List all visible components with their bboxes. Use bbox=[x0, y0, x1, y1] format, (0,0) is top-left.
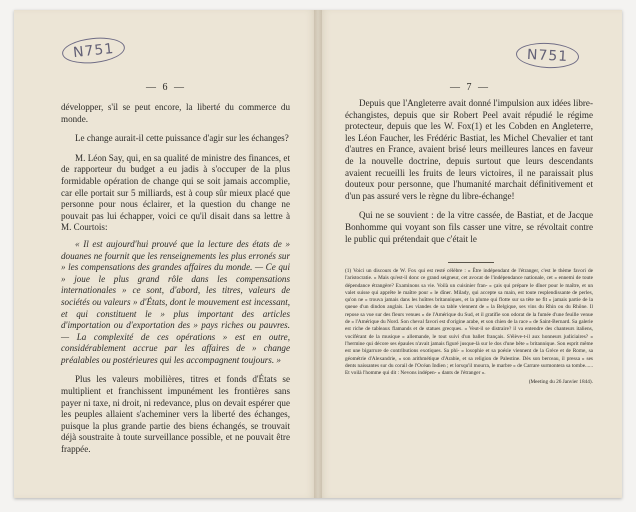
paragraph: développer, s'il se peut encore, la liberté du commerce du monde. bbox=[61, 102, 290, 124]
paragraph: Le change aurait-il cette puissance d'agir sur les échanges? bbox=[75, 133, 289, 144]
paragraph: Qui ne se souvient : de la vitre cassée, de Bastiat, et de Jacque Bonhomme qui voyant son fils casser une vitre, se révoltait contre le public qui prétendait que c'était le bbox=[345, 210, 593, 244]
footnote-signature: (Meeting du 26 Janvier 1844). bbox=[528, 379, 593, 386]
page-number: — 6 — bbox=[146, 82, 186, 93]
footnote bbox=[345, 268, 593, 387]
inventory-stamp: N751 bbox=[61, 35, 126, 66]
paragraph: M. Léon Say, qui, en sa qualité de ministre des finances, et de rapporteur du budget a eu jadis à s'occuper de la plus formidable opération de change qui se soit jamais accomplie, car elle portait sur 5 milliards, est à coup sûr mieux placé que personne pour nous éclairer, et la question du change ne pouvait pas lui échapper, voici ce qu'il disait dans sa lettre à M. Courtois: bbox=[61, 152, 290, 233]
quotation: « Il est aujourd'hui prouvé que la lecture des états de » douanes ne fournit que les renseignements les plus erronés sur » les compensations des grandes affaires du monde. — Ce qui » joue le plus grand rôle dans les compensations internationales » ce sont, d'abord, les titres, valeurs de sociétés ou valeurs » d'États, dont le mouvement est incessant, et qui constituent le » plus important des articles d'importation ou d'exportation des » pays riches ou pauvres. — La complexité de ces opérations » est en outre, considérablement accrue par les affaires de » change préalables ou postérieures qui les accompagnent toujours. » bbox=[61, 238, 290, 365]
page-number: — 7 — bbox=[450, 82, 490, 93]
page-body bbox=[345, 98, 593, 250]
footnote-rule bbox=[448, 262, 494, 263]
right-page bbox=[318, 10, 622, 498]
footnote-text: (1) Voici un discours de W. Fox qui est resté célèbre : « Être indépendant de l'étranger, c'est le thème favori de l'aristocratie. » Mais qu'est-il donc ce grand seigneur, cet avocat de l'indépendance nationale, cet » ennemi de toute dépendance étrangère? Examinons sa vie. Voilà un cuisinier fran- » çais qui prépare le dîner pour le maître, et un valet suisse qui apprête le maître pour » le dîner. Milady, qui accepte sa main, est toute resplendissante de perles, qu'on ne » trouva jamais dans les huîtres britanniques, et la plume qui flotte sur sa tête ne fit » jamais partie de la queue d'un dindon anglais. Les viandes de sa table viennent de » la Belgique, ses vins du Rhin ou du Rhône. Il repose sa vue sur des fleurs venues » de l'Amérique du Sud, et il gratifie son odorat de la fumée d'une feuille venue de » l'Amérique du Nord. Son cheval favori est d'origine arabe, et son chien de la race » de Saint-Bernard. Sa galerie est riche de tableaux flamands et de statues grecques. » Veut-il se distraire? il va entendre des chanteurs italiens, vociférant de la musique » allemande, le tout suivi d'un ballet français. S'élève-t-il aux honneurs judiciaires? » l'hermine qui décore ses épaules n'avait jamais figuré jusque-là sur le dos d'une bête » britannique. Son esprit même est une bigarrure de contributions exotiques. Sa phi- » losophie et sa poésie viennent de la Grèce et de Rome, sa géométrie d'Alexandrie, » son arithmétique d'Arabie, et sa religion de Palestine. Dès son berceau, il pressa » ses dents naissantes sur du corail de l'Océan Indien ; et lorsqu'il mourra, le marbre » de Carrare surmontera sa tombe...... Et voilà l'homme qui dit : Nevons indépen- » dants de l'étranger ». bbox=[345, 268, 593, 377]
page-body bbox=[61, 102, 290, 461]
paragraph: Plus les valeurs mobilières, titres et fonds d'États se multiplient et franchissent impunément les frontières sans payer ni taxe, ni droit, ni redevance, plus on devait espérer que les peuples allaient s'acheminer vers la liberté des échanges, puisque la plus grande partie des biens échangés, se trouvait déjà soustraite à toute surveillance possible, et ne pouvait être frappée. bbox=[61, 374, 290, 455]
book-gutter bbox=[314, 10, 322, 498]
paragraph: Depuis que l'Angleterre avait donné l'impulsion aux idées libre-échangistes, depuis que sir Robert Peel avait répudié le régime protecteur, depuis que les W. Fox(1) et les Cobden en Angleterre, les Léon Faucher, les Frédéric Bastiat, les Michel Chevalier et tant d'autres en France, avaient brisé leurs meilleures lances en faveur de la nouvelle doctrine, depuis surtout que leurs descendants avaient recueilli les fruits de leurs victoires, il ne paraissait plus douteux pour personne, que l'humanité marchait définitivement et d'un pas assuré vers le règne du libre-échange! bbox=[345, 98, 593, 201]
left-page bbox=[14, 10, 318, 498]
book-spread bbox=[14, 10, 622, 498]
inventory-stamp: N751 bbox=[515, 41, 579, 69]
